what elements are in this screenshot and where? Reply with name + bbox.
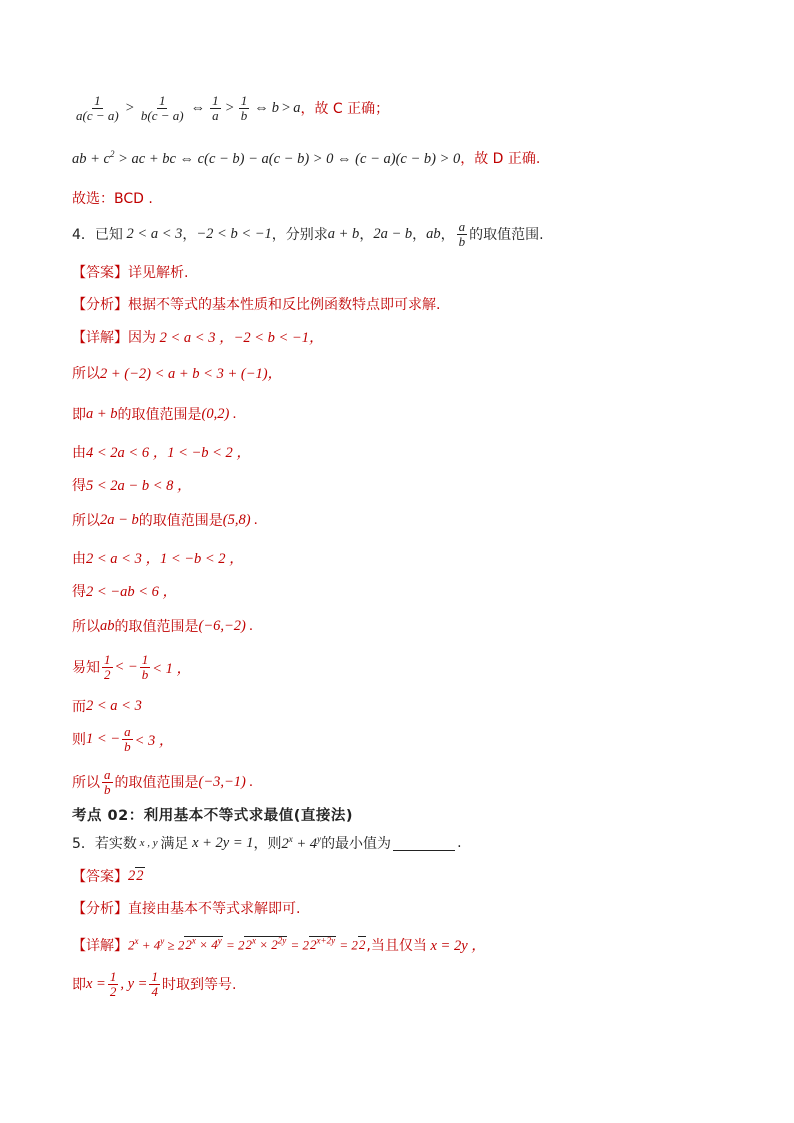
fraction: $\frac{1}{2}$ (109, 969, 117, 999)
question-4: 4．已知 2 < a < 3 ， −2 < b < −1 ，分别求 a + b ， 2a − b ， ab ， $\frac{a}{b}$ 的取值范围. (72, 219, 544, 249)
q5-answer: 【答案】 22 (72, 867, 144, 885)
fraction: $\frac{1}{b}$ (141, 652, 149, 682)
fraction: $\frac{1}{4}$ (151, 969, 158, 999)
fraction: $\frac{a}{b}$ (104, 767, 111, 797)
line-option-d: ab + $c^2$ > ac + bc ⇔ c(c − b) − a(c − b) > 0 ⇔ (c − a)(c − b) > 0 ，故 D 正确. (72, 148, 541, 167)
fraction: $\frac{1}{2}$ (104, 652, 111, 682)
fraction: $\frac{1}{a(c - a)}$ (76, 93, 119, 123)
option-c-conclusion: ，故 C 正确； (300, 101, 390, 118)
q5-analysis: 【分析】 直接由基本不等式求解即可. (72, 898, 300, 918)
answer-tag: 【答案】 (72, 869, 128, 885)
answer-bcd: 故选：BCD . (72, 191, 153, 207)
q4-answer: 【答案】 详见解析. (72, 262, 188, 282)
detail-tag: 【详解】 (72, 937, 128, 954)
detail-tag: 【详解】 (72, 329, 128, 346)
step-5: 所以 2a − b 的取值范围是 (5,8) . (72, 511, 258, 529)
fraction: $\frac{a}{b}$ (458, 219, 466, 249)
answer-tag: 【答案】 (72, 265, 128, 281)
fraction: $\frac{1}{b}$ (240, 93, 248, 123)
fraction: $\frac{1}{b(c - a)}$ (140, 93, 184, 123)
step-6: 由 2 < a < 3 ，1 < −b < 2 ， (72, 550, 244, 567)
step-9: 易知 $\frac{1}{2}$ < − $\frac{1}{b}$ < 1 ， (72, 652, 191, 682)
answer-blank (393, 836, 455, 851)
q4-detail: 【详解】 因为 2 < a < 3 ，−2 < b < −1， (72, 326, 323, 347)
analysis-tag: 【分析】 (72, 901, 128, 917)
step-11: 则 1 < − $\frac{a}{b}$ < 3 ， (72, 724, 174, 754)
q5-detail: 【详解】 $2^x + 4^y \ge 22^x \times 4^y = 22^x \times 2^{2y} = 22^{x+2y} = 22$ ,当且仅当 x = 2y ， (72, 935, 486, 954)
step-2: 即 a + b 的取值范围是 (0,2) . (72, 405, 237, 423)
step-1: 所以 2 + (−2) < a + b < 3 + (−1)， (72, 365, 283, 382)
step-4: 得 5 < 2a − b < 8 ， (72, 477, 192, 494)
step-12: 所以 $\frac{a}{b}$ 的取值范围是 (−3,−1) . (72, 767, 254, 797)
step-10: 而 2 < a < 3 (72, 697, 142, 715)
fraction: $\frac{1}{a}$ (212, 93, 219, 123)
step-3: 由 4 < 2a < 6 ，1 < −b < 2 ， (72, 444, 251, 461)
step-7: 得 2 < −ab < 6 ， (72, 583, 177, 600)
q4-analysis: 【分析】 根据不等式的基本性质和反比例函数特点即可求解. (72, 294, 440, 314)
fraction: $\frac{a}{b}$ (124, 724, 131, 754)
step-8: 所以 ab 的取值范围是 (−6,−2) . (72, 617, 254, 635)
question-5: 5．若实数 x , y 满足 x + 2y = 1 ，则 $2^x + 4^y$ 的最小值为 . (72, 833, 462, 852)
analysis-tag: 【分析】 (72, 297, 128, 313)
section-heading: 考点 02：利用基本不等式求最值(直接法) (72, 808, 353, 824)
q5-equality: 即 x = $\frac{1}{2}$ , y = $\frac{1}{4}$ 时取到等号. (72, 969, 237, 999)
line-option-c: $\frac{1}{a(c - a)}$ > $\frac{1}{b(c - a)}$ ⇔ $\frac{1}{a}$ > $\frac{1}{b}$ ⇔ b > a ，故 C 正确； (76, 93, 390, 123)
option-d-conclusion: ，故 D 正确. (460, 151, 541, 167)
